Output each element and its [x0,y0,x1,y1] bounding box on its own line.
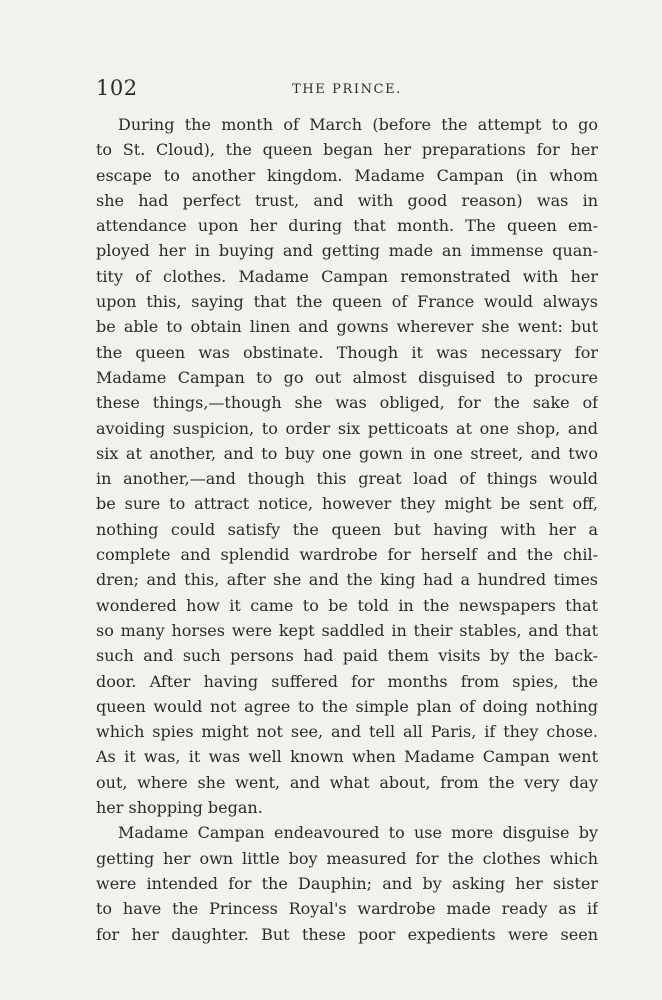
text-line: were intended for the Dauphin; and by asking her sister [96,873,598,893]
text-line: ployed her in buying and getting made an immense quan- [96,241,598,261]
text-line: wondered how it came to be told in the newspapers that [96,595,598,615]
text-line: in another,—and though this great load of things would [96,469,598,489]
text-line: the queen was obstinate. Though it was necessary for [96,342,598,362]
text-line: out, where she went, and what about, from the very day [96,772,598,792]
running-title: THE PRINCE. [292,82,402,97]
text-line: these things,—though she was obliged, for the sake of [96,393,598,413]
text-line: for her daughter. But these poor expedients were seen [96,924,598,944]
text-line: dren; and this, after she and the king had a hundred times [96,570,598,590]
text-line: avoiding suspicion, to order six petticoats at one shop, and [96,418,598,438]
text-line: upon this, saying that the queen of France would always [96,292,598,312]
text-line: to St. Cloud), the queen began her preparations for her [96,140,598,160]
text-line: getting her own little boy measured for the clothes which [96,848,598,868]
text-line: door. After having suffered for months from spies, the [96,671,598,691]
text-line: Madame Campan to go out almost disguised to procure [96,367,598,387]
text-line: complete and splendid wardrobe for herself and the chil- [96,545,598,565]
body-text [96,112,598,947]
text-line: During the month of March (before the attempt to go [118,115,598,134]
text-line: Madame Campan endeavoured to use more disguise by [118,823,598,843]
text-line: so many horses were kept saddled in their stables, and that [96,620,598,640]
text-line: be sure to attract notice, however they might be sent off, [96,494,598,514]
text-line: such and such persons had paid them visits by the back- [96,646,598,666]
text-line: six at another, and to buy one gown in one street, and two [96,443,598,463]
text-line: be able to obtain linen and gowns wherever she went: but [96,317,598,337]
text-line: tity of clothes. Madame Campan remonstrated with her [96,266,598,286]
text-line: she had perfect trust, and with good reason) was in [96,190,598,210]
text-line: As it was, it was well known when Madame Campan went [96,747,598,767]
page-number: 102 [96,76,138,100]
text-line: escape to another kingdom. Madame Campan (in whom [96,165,598,185]
text-line: her shopping began. [96,798,263,818]
text-line: to have the Princess Royal's wardrobe made ready as if [96,899,598,919]
text-line: nothing could satisfy the queen but having with her a [96,519,598,539]
text-line: attendance upon her during that month. The queen em- [96,216,598,236]
page-header [96,76,598,106]
text-line: queen would not agree to the simple plan of doing nothing [96,696,598,716]
text-line: which spies might not see, and tell all Paris, if they chose. [96,722,598,742]
